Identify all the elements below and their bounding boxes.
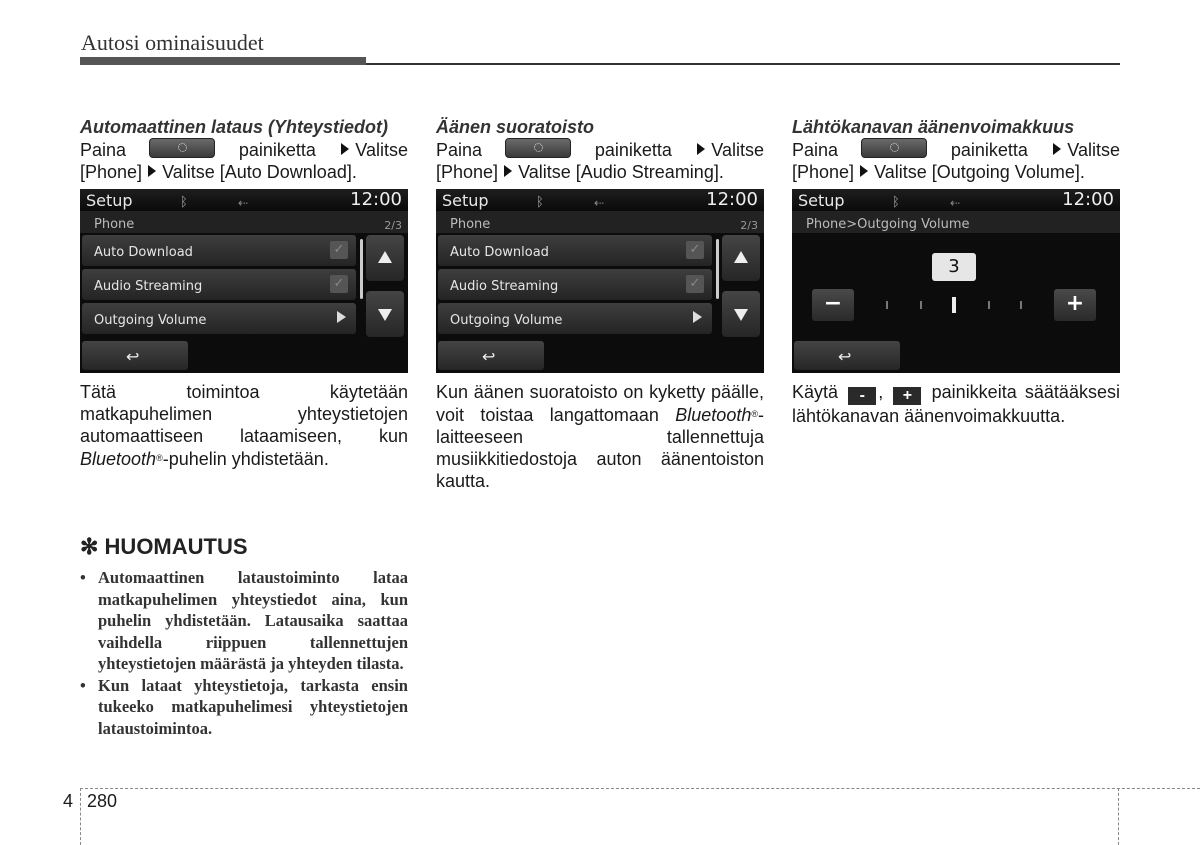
scroll-up-button[interactable] (722, 235, 760, 281)
sub-title: Phone (94, 217, 135, 232)
page-header-title: Autosi ominaisuudet (81, 30, 264, 55)
menu-item-label: Auto Download (94, 245, 193, 260)
menu-item-outgoing-volume[interactable] (438, 303, 712, 334)
back-button[interactable] (794, 341, 900, 370)
back-button[interactable] (82, 341, 188, 370)
page-indicator: 2/3 (384, 219, 402, 232)
check-icon[interactable]: ✓ (686, 241, 704, 259)
check-icon[interactable]: ✓ (330, 275, 348, 293)
back-arrow-icon: ↩ (126, 347, 140, 366)
clock: 12:00 (1062, 189, 1114, 210)
sub-header (80, 211, 408, 233)
arrow-icon (341, 143, 349, 155)
arrow-icon (860, 165, 868, 177)
menu-item-label: Audio Streaming (450, 279, 559, 294)
menu-item-auto-download[interactable] (82, 235, 356, 266)
bluetooth-icon: ᛒ (536, 195, 544, 210)
note-item: • Automaattinen lataustoiminto lataa matkapuhelimen yhteystiedot aina, kun puhelin yhdistetään. Latausaika saattaa vaihdella riippuen tallennettujen yhteystietojen määrästä ja yhteyden tilasta. (80, 567, 408, 675)
clock: 12:00 (706, 189, 758, 210)
section-heading: Automaattinen lataus (Yhteystiedot) (80, 117, 389, 137)
screen-title: Setup (798, 191, 845, 210)
sub-header (792, 211, 1120, 233)
volume-tick (1020, 301, 1022, 309)
menu-item-label: Outgoing Volume (450, 313, 563, 328)
clock: 12:00 (350, 189, 402, 210)
volume-down-button[interactable]: − (812, 289, 854, 321)
scroll-up-button[interactable] (366, 235, 404, 281)
menu-item-audio-streaming[interactable] (82, 269, 356, 300)
scroll-down-button[interactable] (366, 291, 404, 337)
setup-screen (80, 189, 408, 373)
menu-item-auto-download[interactable] (438, 235, 712, 266)
screen-title: Setup (442, 191, 489, 210)
menu-item-outgoing-volume[interactable] (82, 303, 356, 334)
note-list (80, 567, 408, 739)
note-item: • Kun lataat yhteystietoja, tarkasta ensin tukeeko matkapuhelimesi yhteystietojen lataustoimintoa. (80, 675, 408, 740)
scroll-down-button[interactable] (722, 291, 760, 337)
check-icon[interactable]: ✓ (330, 241, 348, 259)
screen-title: Setup (86, 191, 133, 210)
note-heading: ✻ HUOMAUTUS (80, 534, 248, 559)
body-text: Kun äänen suoratoisto on kyketty päälle, voit toistaa langattomaan Bluetooth®-laitteeseen tallennettuja musiikkitiedostoja auton äänentoiston kautta. (436, 382, 764, 491)
section-heading: Äänen suoratoisto (436, 117, 595, 137)
usb-icon: ⇠ (594, 196, 605, 210)
volume-tick-active (952, 297, 956, 313)
status-bar (436, 189, 764, 211)
section-heading: Lähtökanavan äänenvoimakkuus (792, 117, 1075, 137)
plus-button-icon: + (893, 387, 921, 405)
usb-icon: ⇠ (238, 196, 249, 210)
chapter-number: 4 (63, 791, 74, 811)
arrow-icon (148, 165, 156, 177)
header-bar (80, 57, 366, 65)
page-number: 280 (87, 791, 118, 811)
column-auto-download (80, 116, 408, 470)
status-bar (80, 189, 408, 211)
menu-item-label: Auto Download (450, 245, 549, 260)
sub-title: Phone>Outgoing Volume (806, 217, 970, 232)
setup-button-icon (149, 138, 215, 158)
body-text: Tätä toimintoa käytetään matkapuhelimen yhteystietojen automaattiseen lataamiseen, kun Bluetooth®-puhelin yhdistetään. (80, 382, 408, 469)
footer-divider (80, 788, 81, 845)
volume-tick (988, 301, 990, 309)
volume-tick (920, 301, 922, 309)
column-outgoing-volume (792, 116, 1120, 427)
menu-item-audio-streaming[interactable] (438, 269, 712, 300)
menu-item-label: Audio Streaming (94, 279, 203, 294)
setup-button-icon (505, 138, 571, 158)
instruction-text: Paina painiketta Valitse [Phone] Valitse [Outgoing Volume]. (792, 140, 1120, 182)
footer-divider (1118, 788, 1119, 845)
back-button[interactable] (438, 341, 544, 370)
scrollbar[interactable] (360, 239, 363, 299)
chevron-right-icon (337, 311, 346, 323)
body-text: Käytä - , + painikkeita säätääksesi lähtökanavan äänenvoimakkuutta. (792, 382, 1120, 426)
volume-up-button[interactable]: + (1054, 289, 1096, 321)
sub-title: Phone (450, 217, 491, 232)
instruction-text: Paina painiketta Valitse [Phone] Valitse [Audio Streaming]. (436, 140, 764, 182)
bluetooth-icon: ᛒ (180, 195, 188, 210)
volume-tick (886, 301, 888, 309)
column-audio-streaming (436, 116, 764, 492)
scrollbar[interactable] (716, 239, 719, 299)
bluetooth-icon: ᛒ (892, 195, 900, 210)
arrow-icon (504, 165, 512, 177)
setup-screen (436, 189, 764, 373)
arrow-icon (1053, 143, 1061, 155)
sub-header (436, 211, 764, 233)
volume-screen (792, 189, 1120, 373)
arrow-icon (697, 143, 705, 155)
instruction-text: Paina painiketta Valitse [Phone] Valitse [Auto Download]. (80, 140, 408, 182)
chevron-right-icon (693, 311, 702, 323)
footer-rule (80, 788, 1200, 789)
back-arrow-icon: ↩ (838, 347, 852, 366)
header-rule (366, 63, 1120, 65)
check-icon[interactable]: ✓ (686, 275, 704, 293)
volume-value: 3 (932, 253, 976, 281)
menu-item-label: Outgoing Volume (94, 313, 207, 328)
usb-icon: ⇠ (950, 196, 961, 210)
setup-button-icon (861, 138, 927, 158)
minus-button-icon: - (848, 387, 876, 405)
back-arrow-icon: ↩ (482, 347, 496, 366)
page-indicator: 2/3 (740, 219, 758, 232)
status-bar (792, 189, 1120, 211)
